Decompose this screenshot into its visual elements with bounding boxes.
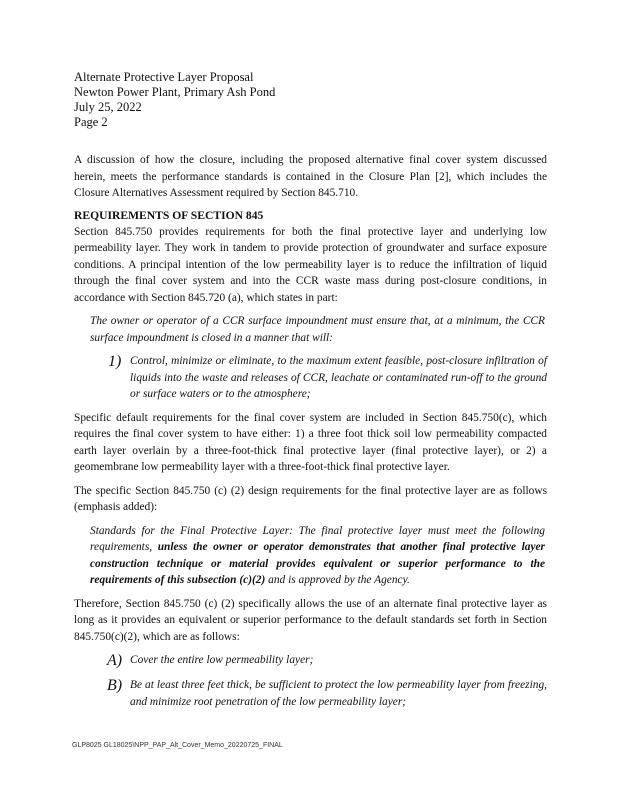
list-item-letter: A) bbox=[107, 652, 123, 669]
header-title: Alternate Protective Layer Proposal bbox=[74, 70, 254, 84]
header-page-number: Page 2 bbox=[74, 115, 108, 129]
paragraph-therefore: Therefore, Section 845.750 (c) (2) specifically allows the use of an alternate final protective layer as long as it provides an equivalent or superior performance to the default standards set forth in Section 845.750(c)(2), which are as follows: bbox=[74, 597, 547, 643]
paragraph-requirements: Section 845.750 provides requirements for both the final protective layer and underlying low permeability layer. They work in tandem to provide protection of groundwater and surface exposure conditions. A principal intention of the low permeability layer is to reduce the infiltration of liquid through the final cover system and into the CCR waste mass during post-closure conditions, in accordance with Section 845.720 (a), which states in part: bbox=[74, 225, 547, 304]
list-item-letter: B) bbox=[107, 677, 123, 694]
letter-header bbox=[74, 70, 547, 130]
list-item-text: Control, minimize or eliminate, to the maximum extent feasible, post-closure infiltration of liquids into the waste and releases of CCR, leachate or contaminated run-off to the ground or surface waters or to the atmosphere; bbox=[130, 355, 547, 400]
quote-emphasis: unless the owner or operator demonstrates that another final protective layer construction technique or material provides equivalent or superior performance to the requirements of this subsection (c)(2) bbox=[90, 541, 545, 586]
list-item-text: Cover the entire low permeability layer; bbox=[130, 654, 314, 666]
quote-list-item bbox=[108, 353, 547, 403]
intro-paragraph: A discussion of how the closure, including the proposed alternative final cover system discussed herein, meets the performance standards is contained in the Closure Plan [2], which includes the Closure Alternatives Assessment required by Section 845.710. bbox=[74, 154, 547, 199]
quote-closure: The owner or operator of a CCR surface impoundment must ensure that, at a minimum, the CCR surface impoundment is closed in a manner that will: bbox=[90, 315, 545, 344]
section-heading: REQUIREMENTS OF SECTION 845 bbox=[74, 208, 264, 222]
list-item-number: 1) bbox=[108, 353, 122, 370]
paragraph-design-requirements: The specific Section 845.750 (c) (2) design requirements for the final protective layer are as follows (emphasis added): bbox=[74, 484, 547, 513]
quote-text-end: and is approved by the Agency. bbox=[265, 574, 410, 586]
list-item bbox=[107, 652, 547, 670]
document-page bbox=[74, 70, 547, 710]
quote-standards bbox=[90, 523, 545, 589]
paragraph-default-requirements: Specific default requirements for the final cover system are included in Section 845.750(c), which requires the final cover system to have either: 1) a three foot thick soil low permeability compacted earth layer overlain by a three-foot-thick final protective layer (final protective layer), or 2) a geomembrane low permeability layer with a three-foot-thick final protective layer. bbox=[74, 411, 547, 473]
list-item-text: Be at least three feet thick, be sufficient to protect the low permeability layer from freezing, and minimize root penetration of the low permeability layer; bbox=[130, 679, 547, 708]
header-date: July 25, 2022 bbox=[74, 100, 142, 114]
list-item bbox=[107, 677, 547, 710]
header-facility: Newton Power Plant, Primary Ash Pond bbox=[74, 85, 276, 99]
quote-text: Standards for the Final Protective Layer: The final protective layer must meet the following requirements, bbox=[90, 524, 545, 553]
footer-file-path: GLP8025 GL18025\NPP_PAP_Alt_Cover_Memo_20220725_FINAL bbox=[72, 742, 283, 749]
